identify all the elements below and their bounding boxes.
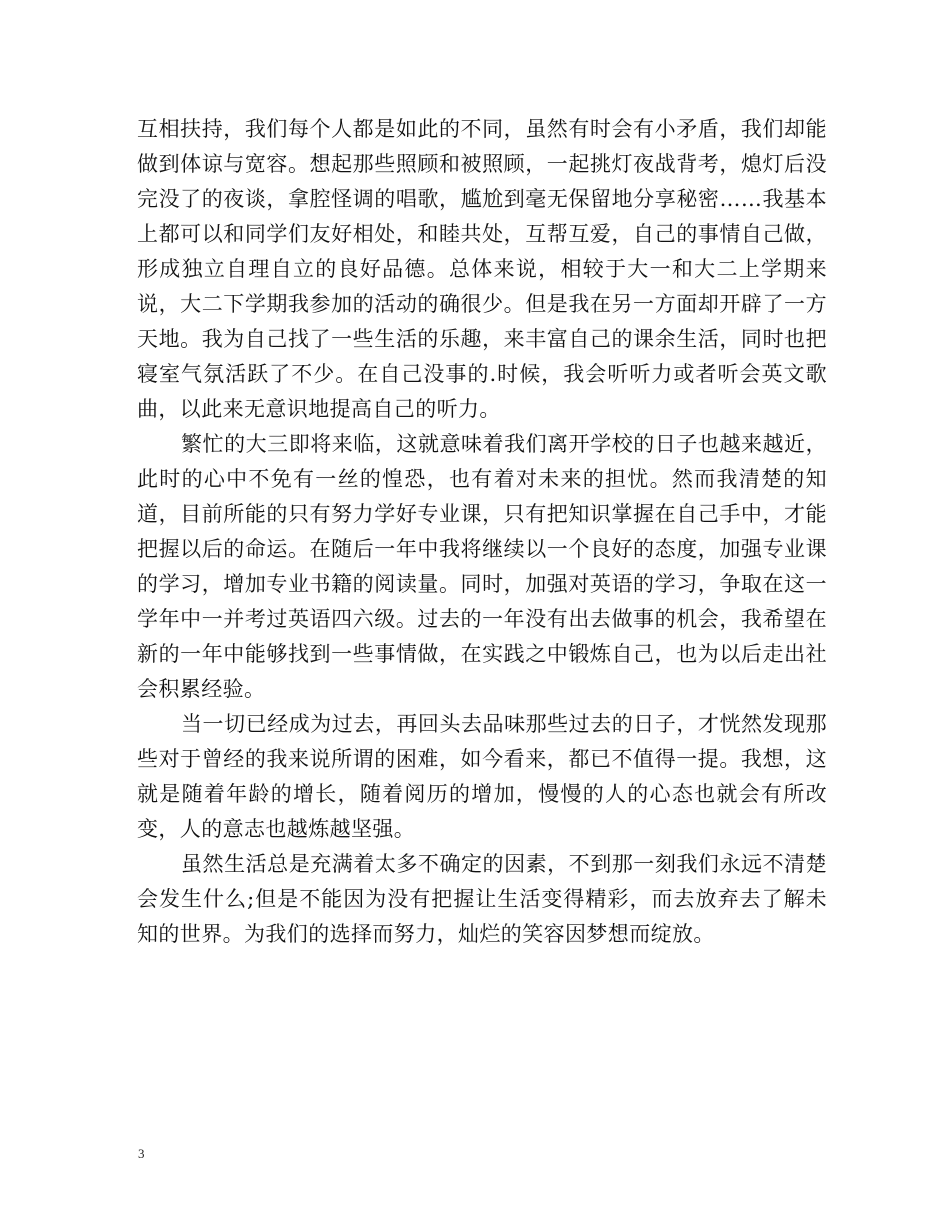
paragraph-3: 当一切已经成为过去，再回头去品味那些过去的日子，才恍然发现那些对于曾经的我来说所谓的困难，如今看来，都已不值得一提。我想，这就是随着年龄的增长，随着阅历的增加，慢慢的人的心态也就会有所改变，人的意志也越炼越坚强。 — [137, 712, 827, 841]
body-text — [137, 112, 827, 952]
paragraph-4: 虽然生活总是充满着太多不确定的因素，不到那一刻我们永远不清楚会发生什么;但是不能因为没有把握让生活变得精彩，而去放弃去了解未知的世界。为我们的选择而努力，灿烂的笑容因梦想而绽放。 — [137, 852, 827, 946]
page-number: 3 — [138, 1146, 145, 1161]
paragraph-2: 繁忙的大三即将来临，这就意味着我们离开学校的日子也越来越近，此时的心中不免有一丝的惶恐，也有着对未来的担忧。然而我清楚的知道，目前所能的只有努力学好专业课，只有把知识掌握在自己手中，才能把握以后的命运。在随后一年中我将继续以一个良好的态度，加强专业课的学习，增加专业书籍的阅读量。同时，加强对英语的学习，争取在这一学年中一并考过英语四六级。过去的一年没有出去做事的机会，我希望在新的一年中能够找到一些事情做，在实践之中锻炼自己，也为以后走出社会积累经验。 — [137, 432, 827, 701]
paragraph-1: 互相扶持，我们每个人都是如此的不同，虽然有时会有小矛盾，我们却能做到体谅与宽容。想起那些照顾和被照顾，一起挑灯夜战背考，熄灯后没完没了的夜谈，拿腔怪调的唱歌，尴尬到毫无保留地分享秘密……我基本上都可以和同学们友好相处，和睦共处，互帮互爱，自己的事情自己做，形成独立自理自立的良好品德。总体来说，相较于大一和大二上学期来说，大二下学期我参加的活动的确很少。但是我在另一方面却开辟了一方天地。我为自己找了一些生活的乐趣，来丰富自己的课余生活，同时也把寝室气氛活跃了不少。在自己没事的.时候，我会听听力或者听会英文歌曲，以此来无意识地提高自己的听力。 — [137, 117, 827, 421]
